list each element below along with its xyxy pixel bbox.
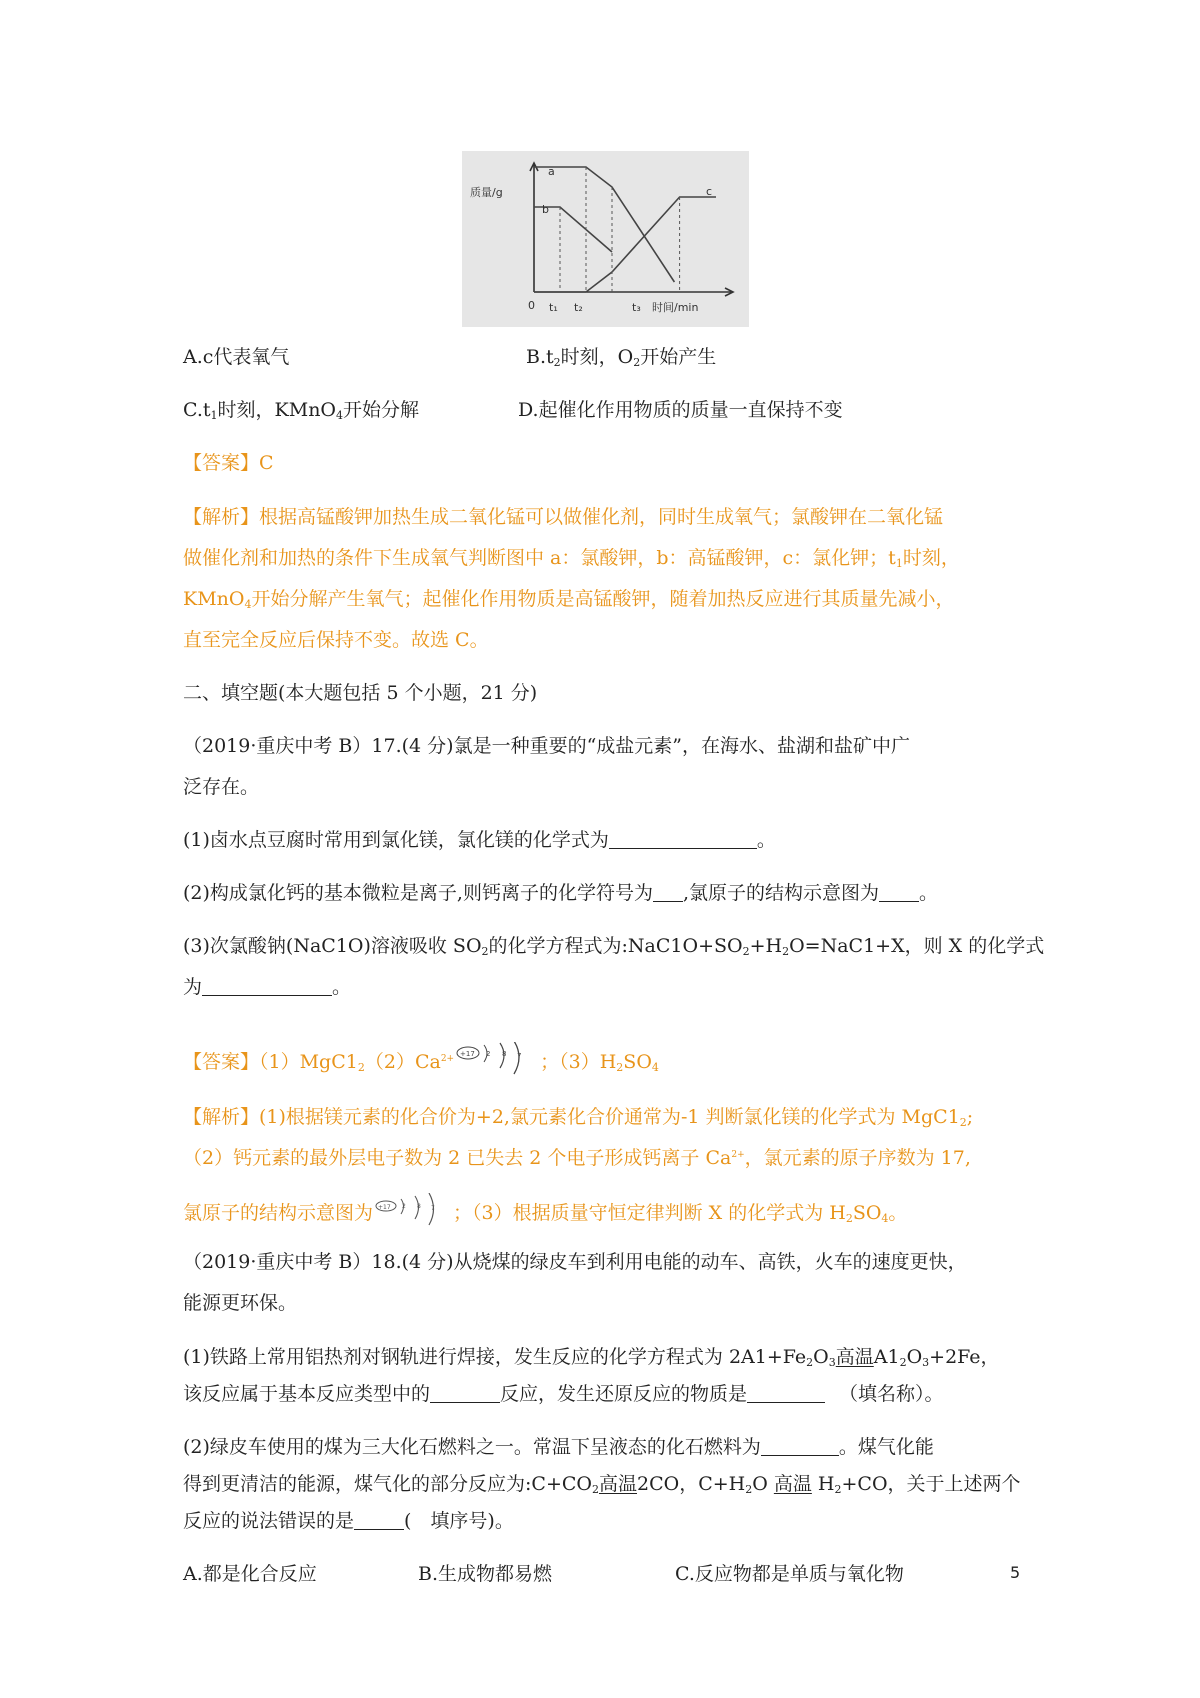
q17-answer: 【答案】$(1)MgC1_2(2)Ca^{2+}$ +17 2 8 7 ；$(3)H_2SO_4$	[183, 1042, 659, 1082]
reaction-condition: 高温	[598, 1473, 637, 1495]
q17-part2: (2)构成氯化钙的基本微粒是离子,则钙离子的化学符号为 ,氯原子的结构示意图为 。	[183, 882, 939, 904]
chlorine-atom-diagram-small	[373, 1193, 453, 1233]
q16-analysis-line3: KMnO$_4$开始分解产生氧气；起催化作用物质是高锰酸钾，随着加热反应进行其质量先减小，	[183, 588, 955, 611]
q16-options-row1	[183, 345, 289, 369]
answer-blank	[609, 830, 757, 849]
graph-label-c: c	[706, 185, 713, 198]
svg-text:+17: +17	[378, 1204, 391, 1211]
graph-label-b: b	[542, 203, 549, 216]
svg-text:7: 7	[517, 1052, 522, 1060]
graph-svg	[462, 151, 749, 327]
chlorine-atom-diagram	[454, 1042, 540, 1082]
q16-option-c: $C.t_1$时刻，KMnO$_4$开始分解	[183, 399, 420, 422]
q17-part3-line2: 为 。	[183, 976, 352, 998]
q16-answer: 【答案】C	[183, 452, 274, 474]
q17-stem-line2: 泛存在。	[183, 776, 260, 798]
svg-text:2: 2	[402, 1203, 406, 1210]
graph-label-a: a	[548, 165, 555, 178]
section-heading: 二、填空题(本大题包括 5 个小题，21 分)	[183, 682, 538, 704]
q16-option-a: A.c代表氧气	[183, 346, 290, 368]
graph-t2: t₂	[574, 301, 583, 314]
mass-time-graph	[462, 151, 749, 327]
q17-part3-line1: (3)次氯酸钠(NaC1O)溶液吸收 $SO_2$的化学方程式为$:NaC1O+SO_2+H_2O=NaC1+X$，则 X 的化学式	[183, 935, 1045, 958]
answer-blank	[202, 977, 332, 996]
reaction-condition: 高温	[773, 1473, 812, 1495]
graph-t3: t₃	[632, 301, 641, 314]
q16-analysis-line1: 【解析】根据高锰酸钾加热生成二氧化锰可以做催化剂，同时生成氧气；氯酸钾在二氧化锰	[183, 506, 944, 528]
series-line-a	[534, 167, 674, 282]
q16-analysis-line4: 直至完全反应后保持不变。故选 C。	[183, 629, 489, 651]
svg-text:8: 8	[417, 1203, 421, 1210]
answer-blank	[653, 883, 683, 902]
q18-option-b: B.生成物都易燃	[418, 1563, 553, 1585]
graph-xlabel: 时间/min	[652, 301, 699, 314]
q17-analysis-line3: 氯原子的结构示意图为 +17 2 8 7 ；（3）根据质量守恒定律判断 X 的化学式为 $H_2SO_4$。	[183, 1193, 907, 1233]
q17-part1: (1)卤水点豆腐时常用到氯化镁，氯化镁的化学式为 。	[183, 829, 776, 851]
page-number: 5	[1010, 1563, 1021, 1582]
svg-text:+17: +17	[460, 1050, 475, 1058]
answer-blank	[879, 883, 919, 902]
q18-stem-line1: （2019·重庆中考 B）18.(4 分)从烧煤的绿皮车到利用电能的动车、高铁，火车的速度更快，	[183, 1251, 967, 1273]
graph-origin: 0	[528, 299, 535, 312]
q17-analysis-line1: 【解析】(1)根据镁元素的化合价为+2,氯元素化合价通常为-1 判断氯化镁的化学式为 $MgC1_2$;	[183, 1106, 974, 1129]
series-line-c	[534, 197, 716, 292]
q18-part2-line2: 得到更清洁的能源，煤气化的部分反应为$:C+CO_2$高温2CO，$C+H_2O$ 高温 $H_2+CO$，关于上述两个	[183, 1473, 1021, 1496]
q18-option-a: A.都是化合反应	[183, 1563, 317, 1585]
answer-blank	[761, 1437, 839, 1456]
graph-ylabel: 质量/g	[470, 186, 503, 199]
q18-stem-line2: 能源更环保。	[183, 1292, 298, 1314]
answer-blank	[430, 1384, 500, 1403]
q18-part2-line3: 反应的说法错误的是 ( 填序号)。	[183, 1510, 514, 1532]
q18-option-c: C.反应物都是单质与氧化物	[675, 1563, 904, 1585]
svg-text:2: 2	[486, 1050, 491, 1058]
answer-blank	[747, 1384, 825, 1403]
q18-part1-line1: (1)铁路上常用铝热剂对钢轨进行焊接，发生反应的化学方程式为 $2A1+Fe_2O_3$高温$A1_2O_3+2Fe$，	[183, 1346, 1000, 1369]
svg-text:7: 7	[431, 1205, 435, 1212]
q16-option-b: $B.t_2$时刻，$O_2$开始产生	[526, 346, 717, 369]
answer-blank	[354, 1511, 404, 1530]
graph-t1: t₁	[549, 301, 558, 314]
reaction-condition: 高温	[835, 1346, 874, 1368]
q16-option-d: D.起催化作用物质的质量一直保持不变	[518, 399, 843, 421]
q16-analysis-line2: 做催化剂和加热的条件下生成氧气判断图中 a：氯酸钾，b：高锰酸钾，c：氯化钾；$t_1$时刻，	[183, 547, 960, 570]
q18-part1-line2: 该反应属于基本反应类型中的 反应，发生还原反应的物质是 （填名称）。	[183, 1383, 944, 1405]
svg-text:8: 8	[502, 1050, 507, 1058]
q18-part2-line1: (2)绿皮车使用的煤为三大化石燃料之一。常温下呈液态的化石燃料为 。煤气化能	[183, 1436, 934, 1458]
q17-analysis-line2: （2）钙元素的最外层电子数为 2 已失去 2 个电子形成钙离子 $Ca^{2+}$，氯元素的原子序数为 17,	[183, 1147, 971, 1169]
q17-stem-line1: （2019·重庆中考 B）17.(4 分)氯是一种重要的“成盐元素”，在海水、盐湖和盐矿中广	[183, 735, 910, 757]
